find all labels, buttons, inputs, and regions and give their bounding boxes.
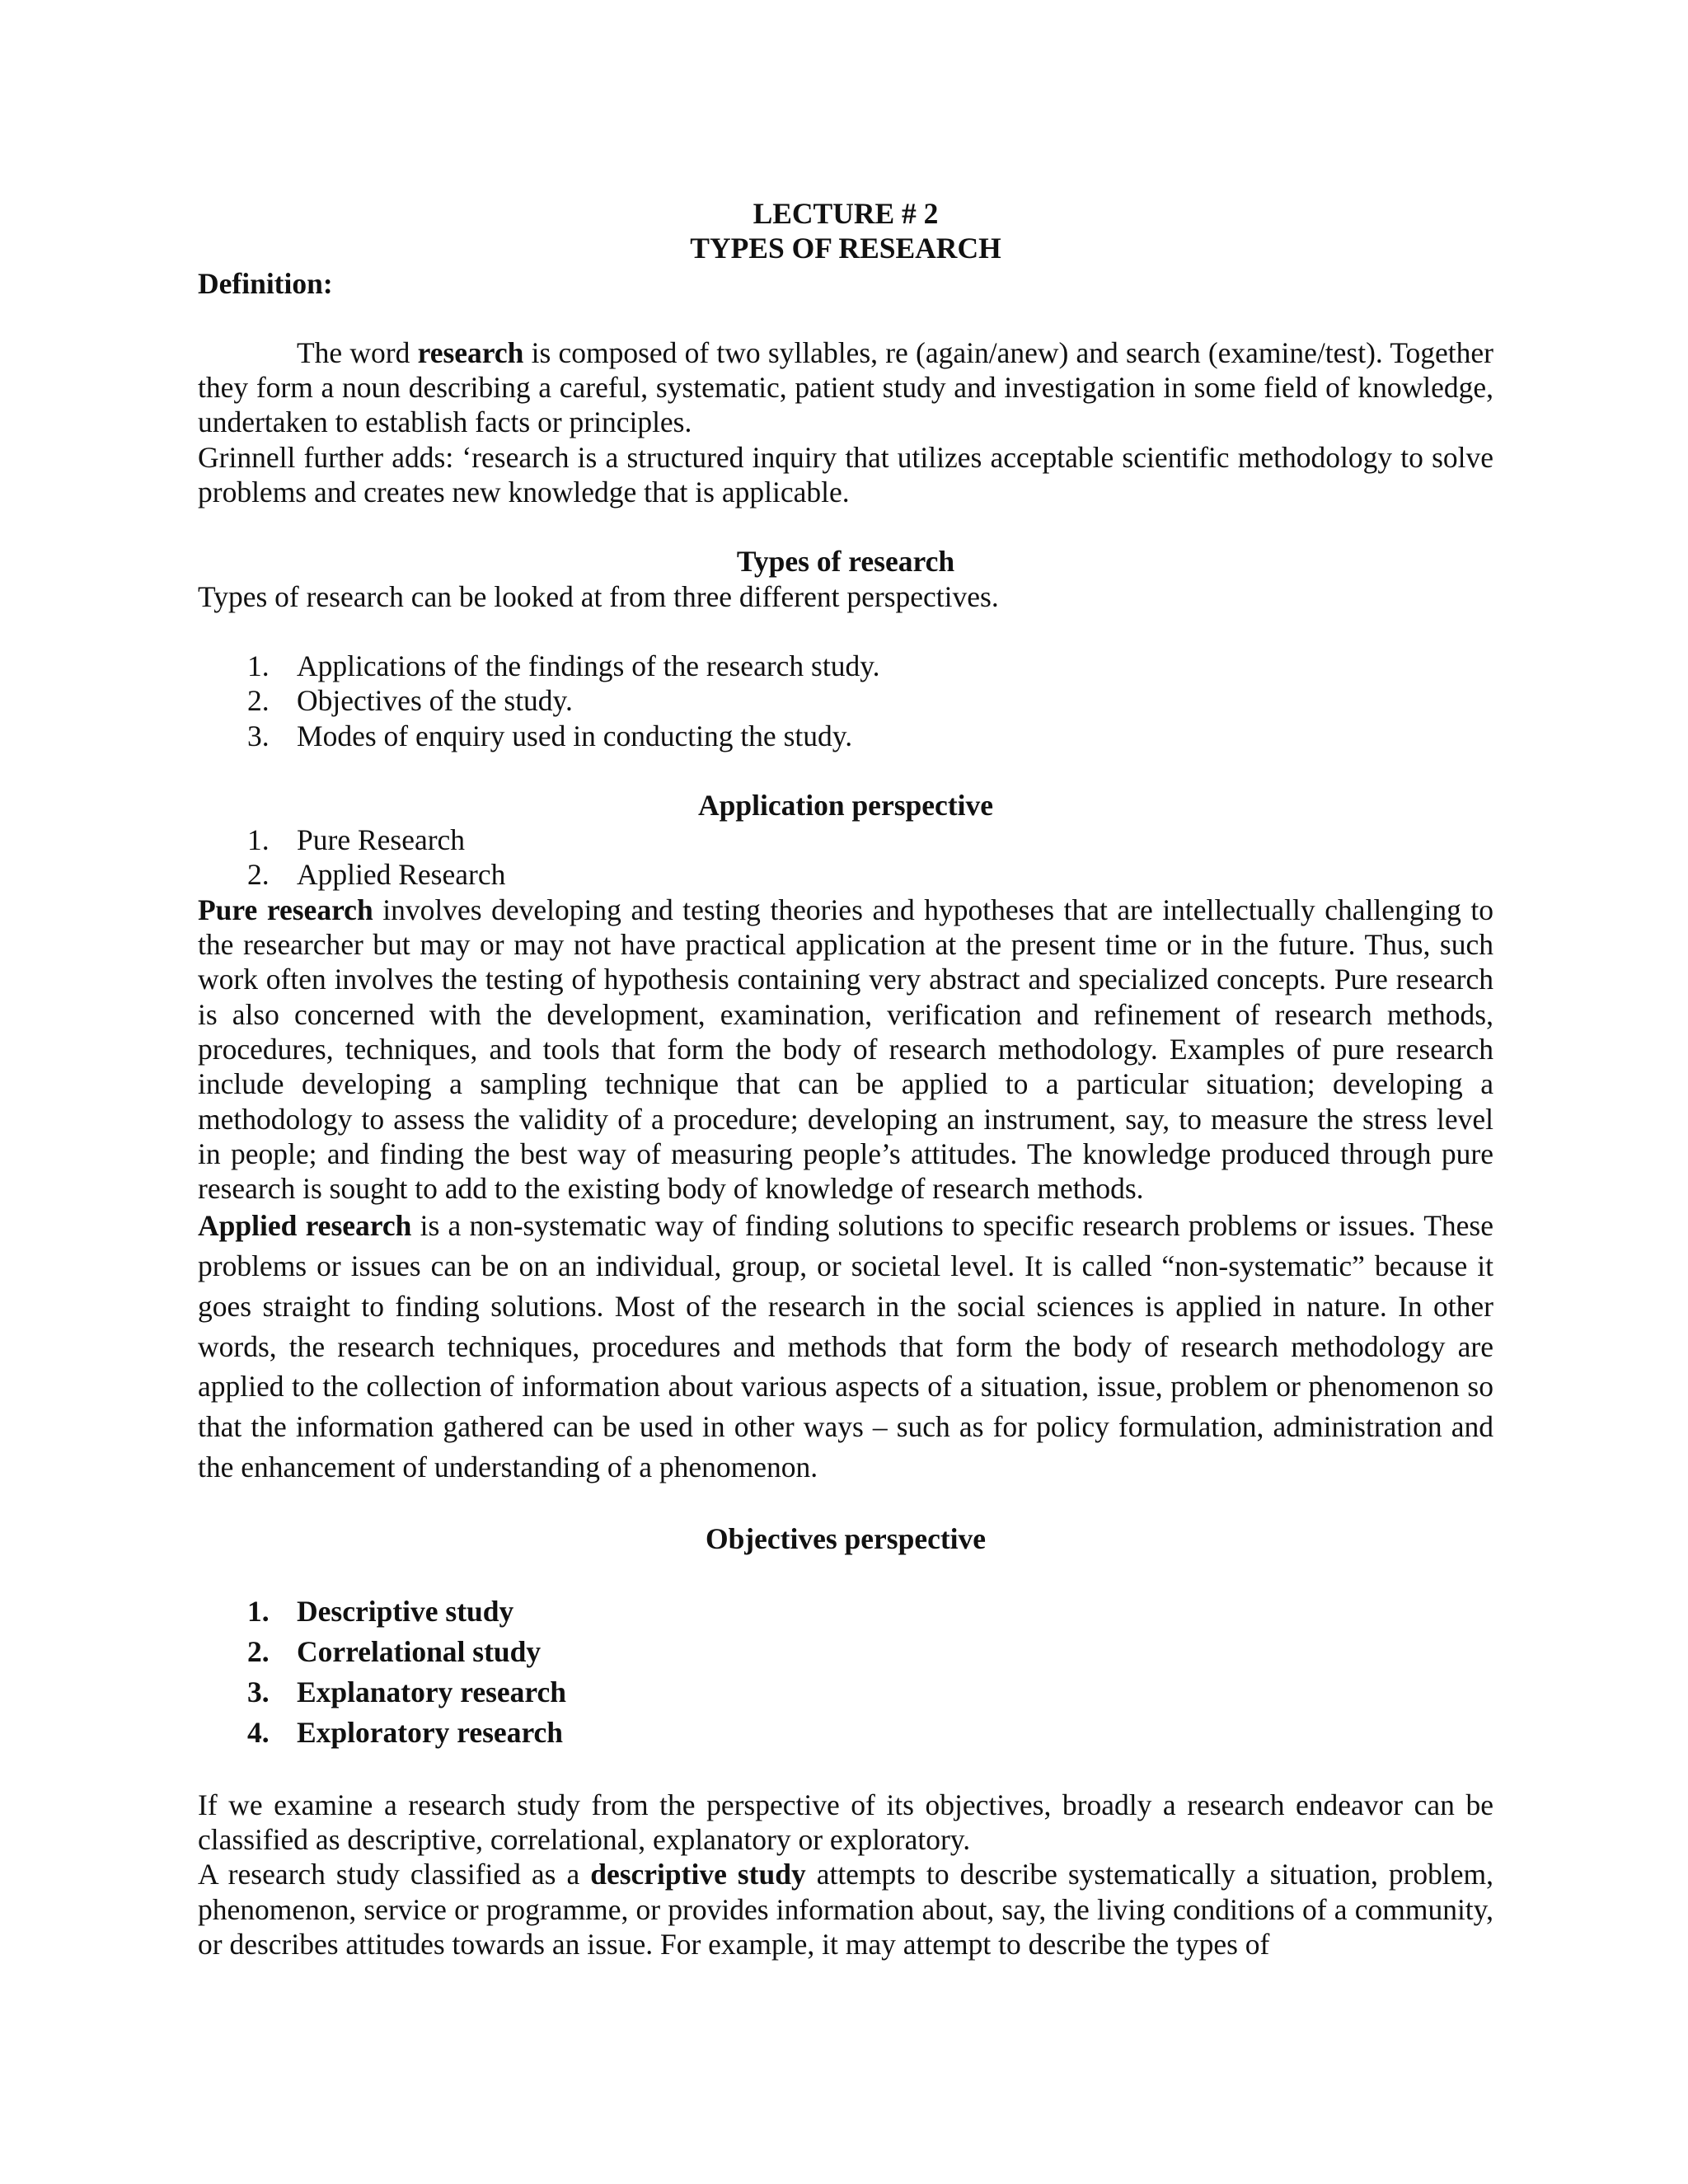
types-intro: Types of research can be looked at from three different perspectives. xyxy=(198,579,999,613)
list-item xyxy=(198,719,1493,753)
definition-label: Definition: xyxy=(198,266,333,300)
list-number: 2. xyxy=(247,1634,270,1668)
list-text: Applied Research xyxy=(297,858,506,892)
application-list xyxy=(198,823,1493,893)
list-text: Modes of enquiry used in conducting the study. xyxy=(297,719,853,752)
list-number: 1. xyxy=(247,823,270,857)
list-item xyxy=(198,1713,1493,1753)
definition-text-end: is composed of two syllables, re (again/anew) and search (examine/test). Together they form a noun describing a careful, systematic, patient study and investigation in some field of knowledge, undertaken to establish facts or principles. xyxy=(198,335,1493,439)
list-number: 1. xyxy=(247,1594,270,1628)
list-number: 1. xyxy=(247,649,270,682)
list-text: Exploratory research xyxy=(297,1715,564,1749)
list-text: Pure Research xyxy=(297,823,466,857)
list-item xyxy=(198,1632,1493,1672)
descriptive-study-paragraph xyxy=(198,1857,1493,1961)
list-item xyxy=(198,857,1493,892)
list-number: 3. xyxy=(247,719,270,752)
objectives-list xyxy=(198,1591,1493,1753)
applied-research-term: Applied research xyxy=(198,1209,412,1243)
objectives-paragraph: If we examine a research study from the perspective of its objectives, broadly a research endeavor can be classified as descriptive, correlational, explanatory or exploratory. xyxy=(198,1788,1493,1856)
grinnell-paragraph: Grinnell further adds: ‘research is a structured inquiry that utilizes acceptable scientific methodology to solve problems and creates new knowledge that is applicable. xyxy=(198,440,1493,509)
list-text: Applications of the findings of the research study. xyxy=(297,649,880,682)
list-text: Correlational study xyxy=(297,1634,542,1668)
list-item xyxy=(198,823,1493,857)
list-text: Objectives of the study. xyxy=(297,684,573,718)
list-item xyxy=(198,1672,1493,1713)
definition-text-start: The word xyxy=(297,335,418,369)
list-text: Descriptive study xyxy=(297,1594,514,1628)
list-number: 2. xyxy=(247,858,270,892)
descriptive-text-start: A research study classified as a xyxy=(198,1858,591,1891)
descriptive-study-term: descriptive study xyxy=(590,1858,806,1891)
applied-research-text: is a non-systematic way of finding solutions to specific research problems or issues. These problems or issues can be on an individual, group, or societal level. It is called “non-systematic” because it goes straight to finding solutions. Most of the research in the social sciences is applied in nature. In other words, the research techniques, procedures and methods that form the body of research methodology are applied to the collection of information about various aspects of a situation, issue, problem or phenomenon so that the information gathered can be used in other ways – such as for policy formulation, administration and the enhancement of understanding of a phenomenon. xyxy=(198,1209,1493,1483)
pure-research-text: involves developing and testing theories and hypotheses that are intellectually challenging to the researcher but may or may not have practical application at the present time or in the future. Thus, such work often involves the testing of hypothesis containing very abstract and specialized concepts. Pure research is also concerned with the development, examination, verification and refinement of research methods, procedures, techniques, and tools that form the body of research methodology. Examples of pure research include developing a sampling technique that can be applied to a particular situation; developing a methodology to assess the validity of a procedure; developing an instrument, say, to measure the stress level in people; and finding the best way of measuring people’s attitudes. The knowledge produced through pure research is sought to add to the existing body of knowledge of research methods. xyxy=(198,893,1494,1206)
descriptive-text-end: attempts to describe systematically a situation, problem, phenomenon, service or programme, or provides information about, say, the living conditions of a community, or describes attitudes towards an issue. For example, it may attempt to describe the types of xyxy=(198,1858,1493,1961)
objectives-heading: Objectives perspective xyxy=(705,1522,987,1556)
lecture-number: LECTURE # 2 xyxy=(753,197,939,230)
applied-research-paragraph xyxy=(198,1206,1493,1487)
pure-research-paragraph xyxy=(198,893,1493,1207)
list-number: 2. xyxy=(247,684,270,718)
list-number: 4. xyxy=(247,1715,270,1749)
perspectives-list xyxy=(198,649,1493,753)
list-number: 3. xyxy=(247,1675,270,1708)
definition-paragraph xyxy=(198,335,1493,440)
types-heading: Types of research xyxy=(736,545,955,579)
list-text: Explanatory research xyxy=(297,1675,567,1708)
page-content xyxy=(198,196,1493,1961)
list-item xyxy=(198,649,1493,683)
list-item xyxy=(198,1591,1493,1632)
list-item xyxy=(198,683,1493,718)
pure-research-term: Pure research xyxy=(198,893,373,926)
application-heading: Application perspective xyxy=(698,788,993,822)
research-term: research xyxy=(417,335,524,369)
page-title: TYPES OF RESEARCH xyxy=(690,232,1001,265)
